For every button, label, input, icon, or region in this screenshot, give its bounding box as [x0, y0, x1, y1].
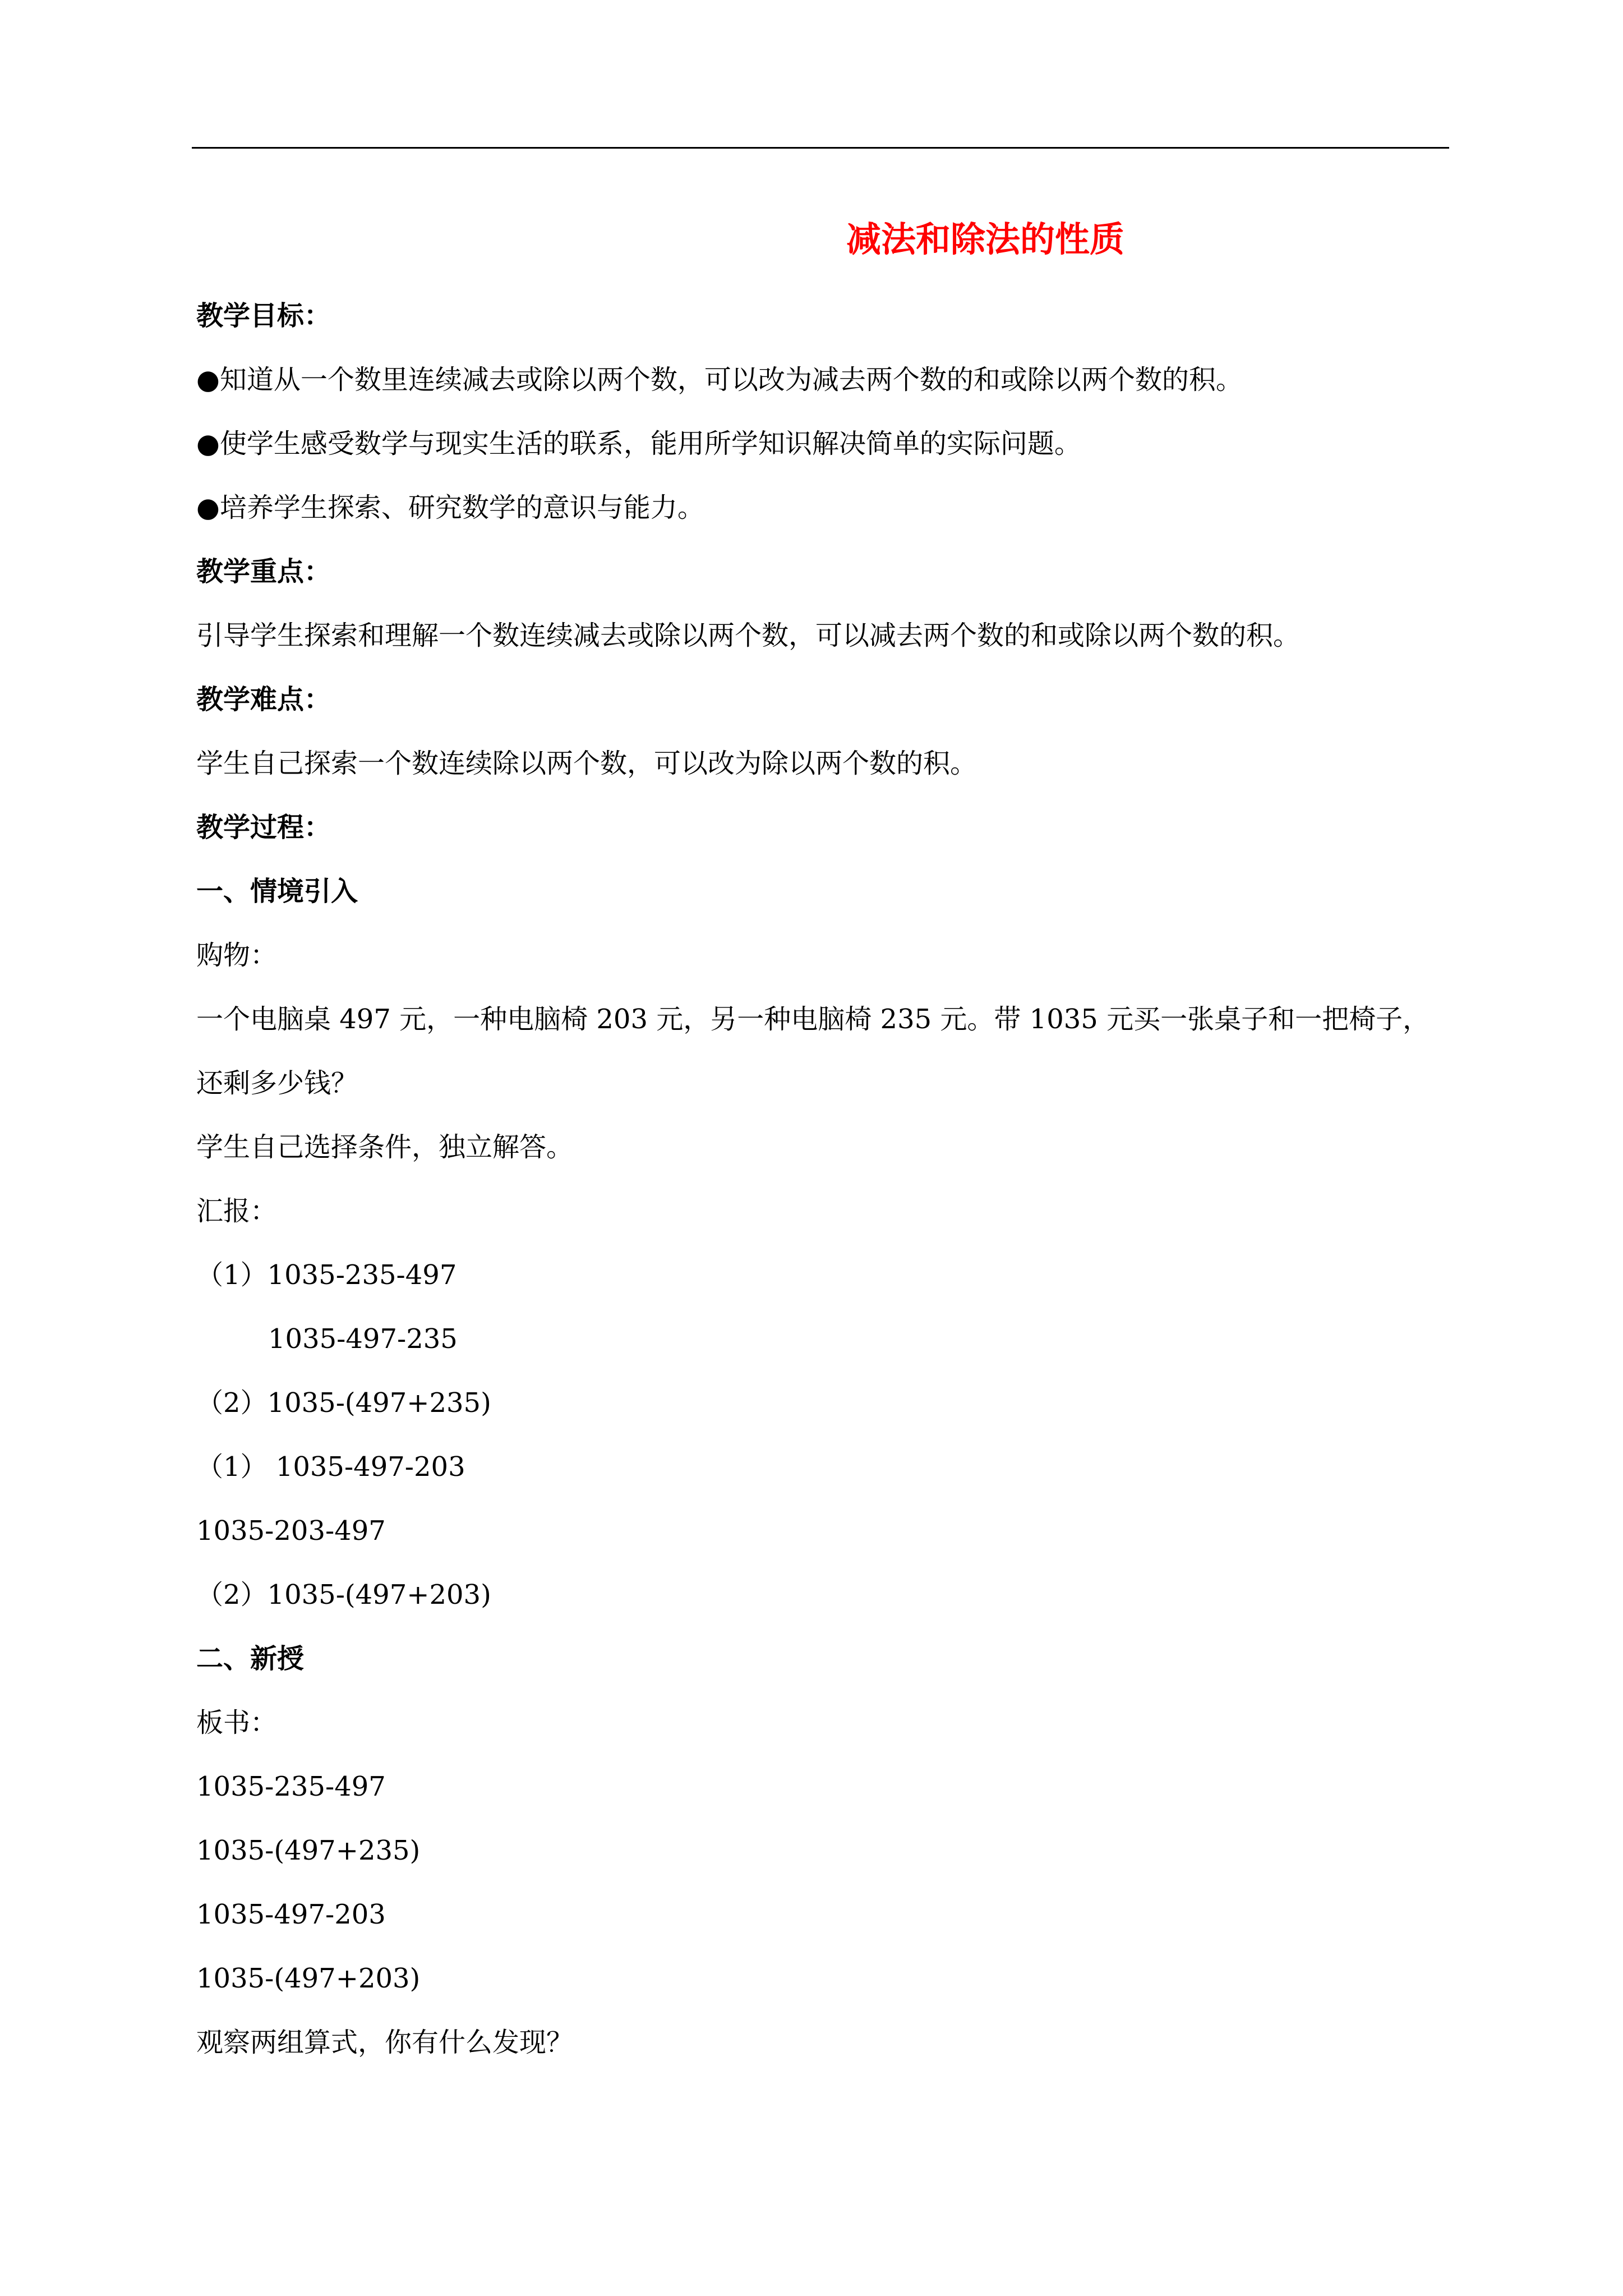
board-expression-3: 1035-497-203 [196, 1899, 386, 1930]
expression-4: （2）1035-(497+203) [196, 1579, 491, 1611]
heading-process: 教学过程： [196, 812, 331, 843]
shopping-label: 购物： [196, 940, 278, 971]
difficulties-text: 学生自己探索一个数连续除以两个数，可以改为除以两个数的积。 [196, 748, 978, 779]
expression-3a: （1） 1035-497-203 [196, 1451, 465, 1483]
expression-2: （2）1035-(497+235) [196, 1387, 491, 1419]
problem-text-line-2: 还剩多少钱？ [196, 1068, 358, 1099]
goal-item-1: ●知道从一个数里连续减去或除以两个数，可以改为减去两个数的和或除以两个数的积。 [196, 364, 1243, 395]
expression-3b: 1035-203-497 [196, 1515, 386, 1547]
key-points-text: 引导学生探索和理解一个数连续减去或除以两个数，可以减去两个数的和或除以两个数的积。 [196, 620, 1301, 651]
blackboard-label: 板书： [196, 1707, 278, 1738]
heading-key-points: 教学重点： [196, 556, 331, 587]
goal-item-3: ●培养学生探索、研究数学的意识与能力。 [196, 492, 704, 523]
report-label: 汇报： [196, 1195, 278, 1227]
heading-teaching-goals: 教学目标： [196, 300, 331, 332]
goal-item-2: ●使学生感受数学与现实生活的联系，能用所学知识解决简单的实际问题。 [196, 428, 1081, 459]
expression-1a: （1）1035-235-497 [196, 1259, 457, 1291]
heading-difficulties: 教学难点： [196, 684, 331, 715]
section-2-heading: 二、新授 [196, 1643, 305, 1674]
header-rule [192, 147, 1449, 149]
section-1-heading: 一、情境引入 [196, 876, 358, 907]
board-expression-4: 1035-(497+203) [196, 1963, 421, 1994]
problem-text-line-1: 一个电脑桌 497 元，一种电脑椅 203 元，另一种电脑椅 235 元。带 1035 元买一张桌子和一把椅子， [196, 1004, 1430, 1035]
board-expression-2: 1035-(497+235) [196, 1835, 421, 1866]
observation-question: 观察两组算式，你有什么发现？ [196, 2027, 574, 2058]
board-expression-1: 1035-235-497 [196, 1771, 386, 1802]
student-instruction: 学生自己选择条件，独立解答。 [196, 1131, 574, 1163]
expression-1b: 1035-497-235 [268, 1323, 458, 1355]
document-title: 减法和除法的性质 [846, 219, 1124, 260]
